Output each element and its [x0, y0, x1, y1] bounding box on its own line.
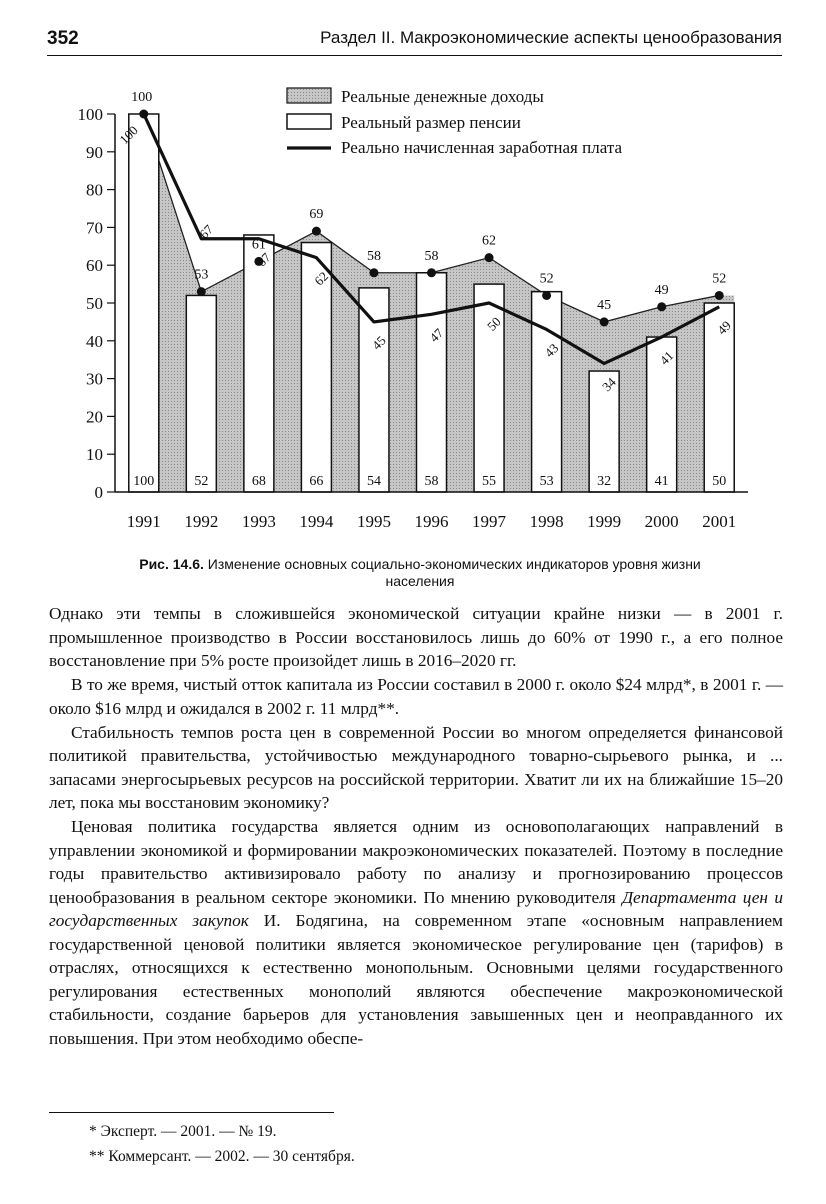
paragraph: Стабильность темпов роста цен в современной России во многом определяется финансовой политикой правительства, устойчивостью международного товарно-сырьевого рынка, и ... запасами энергосырьевых ресурсов на российской территории. Хватит ли их на ближайшие 15–20 лет, пока мы восстановим экономику?: [49, 722, 783, 812]
legend-swatch-pension: [287, 114, 331, 129]
x-tick-label: 1995: [356, 512, 391, 531]
y-tick-label: 50: [86, 294, 103, 313]
x-tick-label: 1993: [241, 512, 276, 531]
y-tick-label: 20: [86, 407, 103, 427]
wage-label: 49: [714, 317, 734, 338]
x-tick-label: 1998: [529, 512, 564, 531]
pension-bar-label: 53: [539, 474, 554, 489]
income-label: 62: [482, 233, 497, 249]
x-tick-label: 1997: [472, 512, 507, 531]
pension-bar: [129, 114, 159, 492]
pension-bar-label: 55: [482, 474, 497, 489]
footnote-rule: [49, 1112, 334, 1113]
wage-label: 67: [253, 249, 274, 270]
income-label: 53: [194, 267, 209, 283]
figure-number: Рис. 14.6.: [139, 556, 204, 572]
wage-label: 41: [656, 347, 677, 368]
pension-bar-label: 41: [654, 474, 669, 489]
footnote: * Эксперт. — 2001. — № 19.: [89, 1123, 277, 1140]
y-tick-label: 30: [86, 369, 103, 389]
pension-bar: [186, 295, 216, 492]
y-tick-label: 70: [86, 218, 103, 238]
x-tick-label: 2001: [702, 512, 737, 531]
income-marker: [139, 110, 148, 119]
income-label: 100: [131, 90, 153, 105]
legend-label-wage: Реально начисленная заработная плата: [341, 138, 622, 157]
paragraph-text: И. Бодягина, на современном этапе «основным направлением государственной ценовой политики является экономическое регулирование цен (тарифов) в отраслях, относящихся к естественно монопольным. Основными целями государственного регулирования естественных монополий являются обеспечение макроэкономической стабильности, создание барьеров для установления завышенных цен и неоправданного их повышения. При этом необходимо обеспе-: [49, 911, 783, 1048]
legend-label-income: Реальные денежные доходы: [341, 87, 544, 106]
x-tick-label: 1999: [587, 512, 622, 531]
pension-bar: [474, 284, 504, 492]
paragraph: В то же время, чистый отток капитала из России составил в 2000 г. около $24 млрд*, в 2001 г. — около $16 млрд и ожидался в 2002 г. 11 млрд**.: [49, 675, 783, 718]
pension-bar-label: 52: [194, 474, 209, 489]
x-tick-label: 1994: [299, 512, 334, 531]
income-label: 52: [712, 271, 727, 287]
header-rule: [47, 55, 782, 56]
pension-bar-label: 32: [597, 474, 612, 489]
y-tick-label: 90: [86, 142, 103, 162]
income-label: 58: [424, 248, 439, 264]
wage-label: 62: [311, 268, 332, 289]
income-marker: [657, 302, 666, 311]
department-name: Департамента цен и государственных закупок: [49, 887, 783, 930]
income-marker: [600, 317, 609, 326]
income-marker: [427, 268, 436, 277]
x-tick-label: 1996: [414, 512, 449, 531]
body-text: [49, 602, 783, 1051]
page-header: [47, 28, 782, 58]
footnote: ** Коммерсант. — 2002. — 30 сентября.: [89, 1148, 355, 1165]
caption-line-2: населения: [385, 573, 455, 589]
x-tick-label: 1991: [126, 512, 161, 531]
income-label: 52: [539, 271, 554, 287]
income-label: 69: [309, 207, 324, 223]
income-label: 58: [366, 248, 381, 264]
income-marker: [312, 227, 321, 236]
pension-bar: [532, 292, 562, 492]
living-standards-chart: [0, 80, 826, 550]
income-marker: [542, 291, 551, 300]
wage-label: 50: [483, 313, 504, 334]
pension-bar-label: 58: [424, 474, 439, 489]
income-marker: [485, 253, 494, 262]
legend-label-pension: Реальный размер пенсии: [341, 113, 521, 132]
pension-bar-label: 100: [133, 474, 155, 489]
y-tick-label: 10: [86, 445, 103, 465]
income-marker: [369, 268, 378, 277]
wage-label: 47: [426, 325, 447, 346]
page-number: 352: [47, 28, 79, 49]
legend-swatch-income: [287, 88, 331, 103]
pension-bar-label: 50: [712, 474, 727, 489]
y-tick-label: 0: [94, 483, 103, 502]
y-tick-label: 60: [86, 256, 103, 276]
running-title: Раздел II. Макроэкономические аспекты ценообразования: [320, 28, 782, 47]
wage-label: 67: [196, 221, 217, 242]
footnotes: [49, 1119, 783, 1169]
income-label: 45: [597, 297, 612, 313]
paragraph: Однако эти темпы в сложившейся экономической ситуации крайне низки — в 2001 г. промышленное производство в России восстановилось лишь до 60% от 1990 г., а его полное восстановление при 5% росте произойдет лишь в 2016–2020 гг.: [49, 604, 783, 670]
x-tick-label: 1992: [184, 512, 219, 531]
income-label: 49: [654, 282, 669, 298]
wage-label: 100: [116, 122, 141, 148]
paragraph-text: Ценовая политика государства является одним из основополагающих направлений в управлении экономикой и формировании макроэкономических показателей. Поэтому в последние годы правительство активизировало работу по анализу и прогнозированию процессов ценообразования в реальном секторе экономики. По мнению руководителя: [49, 817, 783, 907]
wage-label: 34: [599, 374, 619, 395]
pension-bar-label: 54: [366, 474, 381, 489]
pension-bar: [244, 235, 274, 492]
x-tick-label: 2000: [644, 512, 679, 531]
income-marker: [197, 287, 206, 296]
pension-bar: [417, 273, 447, 492]
pension-bar-label: 66: [309, 474, 324, 489]
y-tick-label: 40: [86, 331, 103, 351]
wage-label: 43: [541, 340, 562, 361]
paragraph: [49, 815, 783, 1050]
caption-line-1: Изменение основных социально-экономических индикаторов уровня жизни: [203, 556, 701, 572]
pension-bar-label: 68: [251, 474, 266, 489]
figure-caption: [60, 556, 780, 590]
income-marker: [715, 291, 724, 300]
y-tick-label: 80: [86, 180, 103, 200]
income-label: 61: [251, 237, 266, 253]
y-tick-label: 100: [77, 105, 103, 124]
pension-bar: [359, 288, 389, 492]
wage-label: 45: [368, 332, 389, 353]
